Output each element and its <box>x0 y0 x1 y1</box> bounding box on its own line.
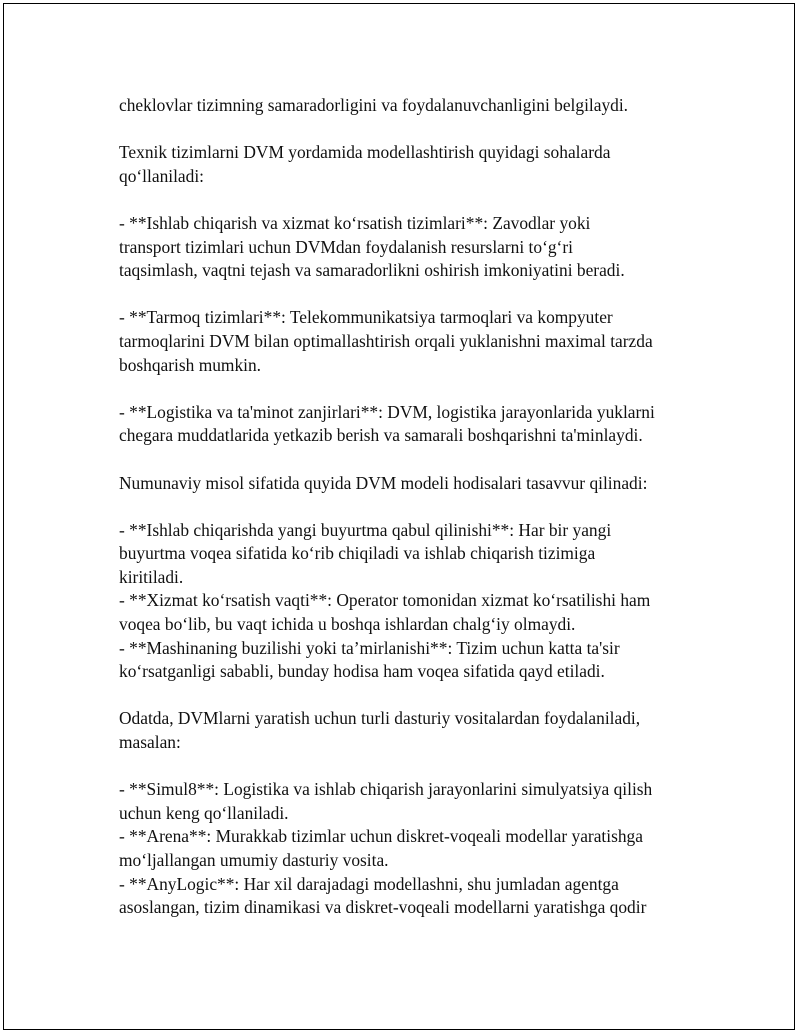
text-line: - **Simul8**: Logistika va ishlab chiqarish jarayonlarini simulyatsiya qilish <box>119 779 653 800</box>
text-line: Numunaviy misol sifatida quyida DVM modeli hodisalari tasavvur qilinadi: <box>119 472 648 493</box>
text-line: boshqarish mumkin. <box>119 354 262 375</box>
text-line: - **AnyLogic**: Har xil darajadagi modellashni, shu jumladan agentga <box>119 873 619 894</box>
text-line: taqsimlash, vaqtni tejash va samaradorlikni oshirish imkoniyatini beradi. <box>119 260 625 281</box>
text-line: tarmoqlarini DVM bilan optimallashtirish orqali yuklanishni maximal tarzda <box>119 330 653 351</box>
text-line: - **Logistika va ta'minot zanjirlari**: DVM, logistika jarayonlarida yuklarni <box>119 401 655 422</box>
text-line: - **Ishlab chiqarish va xizmat ko‘rsatish tizimlari**: Zavodlar yoki <box>119 212 591 233</box>
text-line: Texnik tizimlarni DVM yordamida modellashtirish quyidagi sohalarda <box>119 142 611 163</box>
text-line: masalan: <box>119 732 181 753</box>
blank-line <box>119 448 694 472</box>
document-page <box>3 3 795 1030</box>
text-line: qo‘llaniladi: <box>119 165 205 186</box>
blank-line <box>119 495 694 519</box>
text-line: - **Xizmat ko‘rsatish vaqti**: Operator tomonidan xizmat ko‘rsatilishi ham <box>119 590 651 611</box>
text-line: - **Mashinaning buzilishi yoki ta’mirlanishi**: Tizim uchun katta ta'sir <box>119 637 620 658</box>
text-line: Odatda, DVMlarni yaratish uchun turli dasturiy vositalardan foydalaniladi, <box>119 708 641 729</box>
text-line: mo‘ljallangan umumiy dasturiy vosita. <box>119 850 389 870</box>
blank-line <box>119 377 694 401</box>
document-body <box>119 94 694 920</box>
text-line: - **Arena**: Murakkab tizimlar uchun diskret-voqeali modellar yaratishga <box>119 826 643 847</box>
text-line: uchun keng qo‘llaniladi. <box>119 802 289 823</box>
text-line: buyurtma voqea sifatida ko‘rib chiqiladi va ishlab chiqarish tizimiga <box>119 543 596 564</box>
text-line: - **Tarmoq tizimlari**: Telekommunikatsiya tarmoqlari va kompyuter <box>119 307 613 328</box>
blank-line <box>119 755 694 779</box>
blank-line <box>119 188 694 212</box>
blank-line <box>119 684 694 708</box>
text-line: chegara muddatlarida yetkazib berish va samarali boshqarishni ta'minlaydi. <box>119 425 643 446</box>
text-line: cheklovlar tizimning samaradorligini va foydalanuvchanligini belgilaydi. <box>119 95 629 115</box>
blank-line <box>119 118 694 142</box>
text-line: asoslangan, tizim dinamikasi va diskret-voqeali modellarni yaratishga qodir <box>119 897 647 918</box>
text-line: ko‘rsatganligi sababli, bunday hodisa ham voqea sifatida qayd etiladi. <box>119 661 605 682</box>
blank-line <box>119 283 694 307</box>
text-line: - **Ishlab chiqarishda yangi buyurtma qabul qilinishi**: Har bir yangi <box>119 519 612 540</box>
text-line: transport tizimlari uchun DVMdan foydalanish resurslarni to‘g‘ri <box>119 236 573 257</box>
text-line: voqea bo‘lib, bu vaqt ichida u boshqa ishlardan chalg‘iy olmaydi. <box>119 614 576 635</box>
text-line: kiritiladi. <box>119 566 184 587</box>
